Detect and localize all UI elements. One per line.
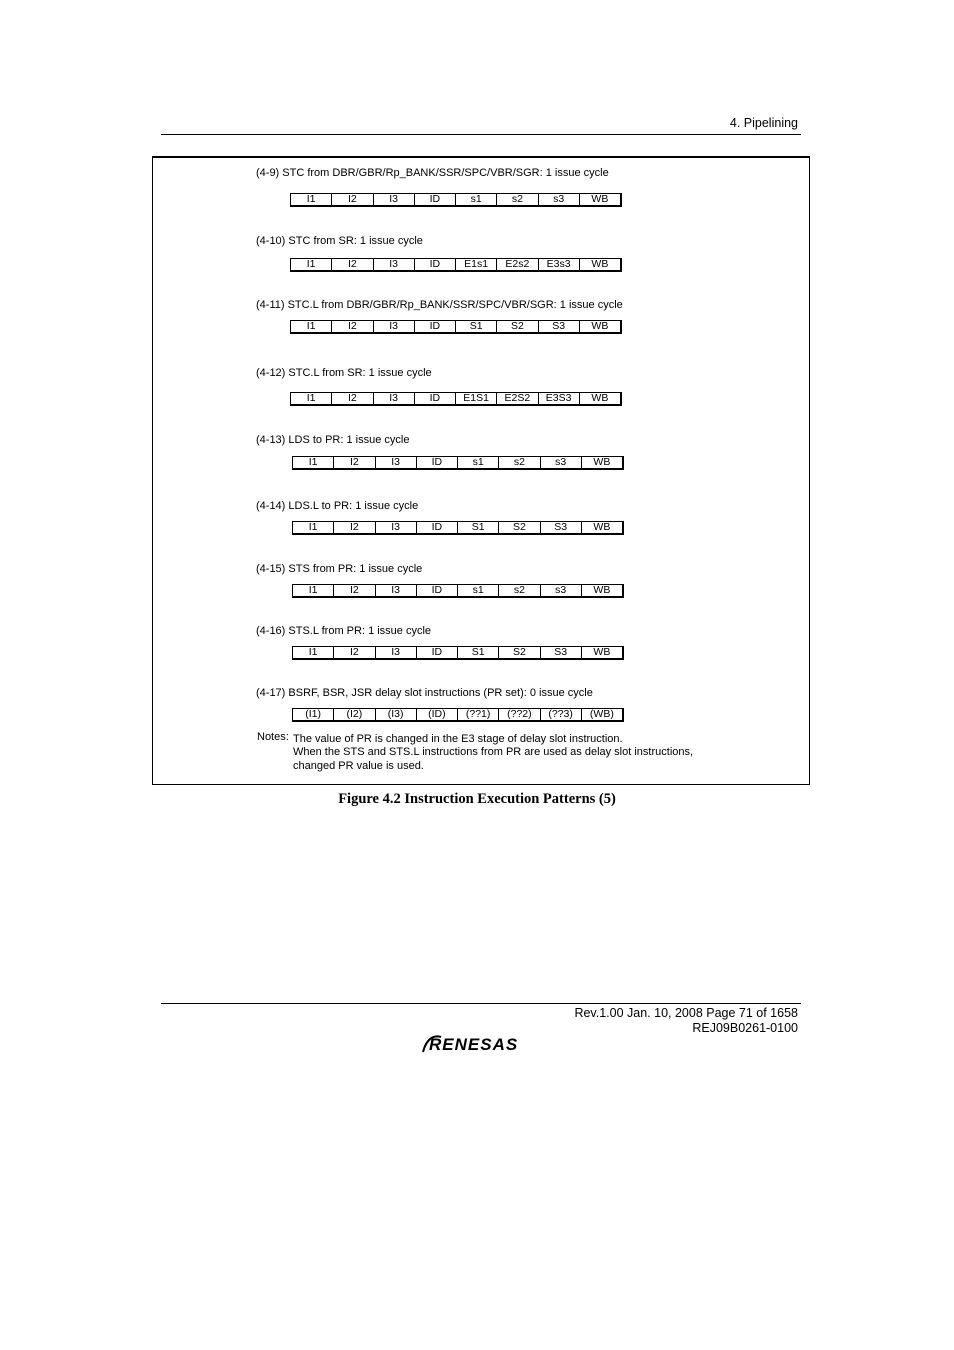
stage-cell: s1	[458, 457, 499, 468]
note-line: changed PR value is used.	[293, 760, 424, 772]
stage-cell: I2	[334, 585, 375, 596]
stage-cell: I1	[293, 647, 334, 658]
stage-cell: WB	[593, 646, 611, 658]
stage-cell: (I2)	[334, 709, 375, 720]
stage-cell: I1	[293, 522, 334, 533]
stage-cell: ID	[417, 585, 458, 596]
stage-cell: s2	[499, 585, 540, 596]
stage-cell: WB	[593, 584, 611, 596]
stage-cell: ID	[417, 457, 458, 468]
notes-label: Notes:	[257, 731, 289, 743]
stage-cell: I2	[334, 457, 375, 468]
pattern-label: (4-12) STC.L from SR: 1 issue cycle	[256, 367, 432, 379]
stage-cell: S1	[458, 647, 499, 658]
stage-cell: (??1)	[458, 709, 499, 720]
note-line: The value of PR is changed in the E3 stage of delay slot instruction.	[293, 733, 623, 745]
note-line: When the STS and STS.L instructions from PR are used as delay slot instructions,	[293, 746, 694, 758]
header-rule	[161, 134, 801, 135]
stage-cell: I2	[334, 522, 375, 533]
stage-cell: WB	[591, 392, 609, 404]
stage-cell: I1	[293, 585, 334, 596]
stage-cell: ID	[415, 393, 456, 404]
pattern-label: (4-17) BSRF, BSR, JSR delay slot instructions (PR set): 0 issue cycle	[256, 687, 593, 699]
stage-cell: I3	[376, 457, 417, 468]
stage-cell: I3	[376, 522, 417, 533]
document-number: REJ09B0261-0100	[692, 1021, 798, 1035]
stage-cell: I1	[291, 259, 332, 270]
stage-cell: S3	[541, 647, 582, 658]
stage-cell: I1	[291, 393, 332, 404]
stage-cell: ID	[417, 522, 458, 533]
stage-cell: E3s3	[539, 259, 580, 270]
stage-cell: I3	[376, 647, 417, 658]
stage-cell: s2	[497, 194, 538, 205]
stage-row	[290, 193, 622, 207]
stage-cell: I1	[291, 194, 332, 205]
stage-cell: S2	[499, 522, 540, 533]
stage-cell: (??3)	[541, 709, 582, 720]
stage-cell: s3	[539, 194, 580, 205]
pattern-label: (4-10) STC from SR: 1 issue cycle	[256, 235, 423, 247]
stage-row	[292, 646, 624, 660]
stage-cell: (WB)	[589, 708, 614, 720]
stage-cell: S2	[497, 321, 538, 332]
stage-cell: S2	[499, 647, 540, 658]
stage-cell: I2	[332, 321, 373, 332]
stage-row	[292, 708, 624, 722]
stage-cell: s3	[541, 585, 582, 596]
running-header: 4. Pipelining	[729, 116, 798, 130]
logo-text: RENESAS	[429, 1035, 519, 1054]
stage-cell: I2	[332, 259, 373, 270]
footer-rule	[161, 1003, 801, 1004]
stage-cell: I3	[374, 259, 415, 270]
stage-cell: I3	[374, 393, 415, 404]
pattern-label: (4-13) LDS to PR: 1 issue cycle	[256, 434, 410, 446]
stage-cell: ID	[415, 259, 456, 270]
stage-cell: S3	[541, 522, 582, 533]
stage-cell: s2	[499, 457, 540, 468]
stage-cell: S1	[458, 522, 499, 533]
stage-row	[290, 392, 622, 406]
stage-cell: I3	[376, 585, 417, 596]
stage-cell: I2	[332, 393, 373, 404]
stage-cell: WB	[593, 456, 611, 468]
stage-cell: S3	[539, 321, 580, 332]
stage-cell: WB	[591, 193, 609, 205]
stage-row	[290, 320, 622, 334]
stage-cell: E2S2	[497, 393, 538, 404]
stage-cell: I1	[293, 457, 334, 468]
stage-cell: I1	[291, 321, 332, 332]
pattern-label: (4-14) LDS.L to PR: 1 issue cycle	[256, 500, 419, 512]
stage-cell: I2	[332, 194, 373, 205]
stage-cell: I2	[334, 647, 375, 658]
stage-cell: I3	[374, 194, 415, 205]
pattern-label: (4-9) STC from DBR/GBR/Rp_BANK/SSR/SPC/VBR/SGR: 1 issue cycle	[256, 167, 609, 179]
stage-cell: ID	[417, 647, 458, 658]
stage-cell: ID	[415, 321, 456, 332]
renesas-logo	[421, 1033, 541, 1055]
stage-row	[290, 258, 622, 272]
pattern-label: (4-15) STS from PR: 1 issue cycle	[256, 563, 423, 575]
stage-cell: I3	[374, 321, 415, 332]
stage-cell: E2s2	[497, 259, 538, 270]
stage-cell: WB	[591, 320, 609, 332]
stage-row	[292, 456, 624, 470]
stage-row	[292, 521, 624, 535]
stage-cell: ID	[415, 194, 456, 205]
stage-cell: WB	[593, 521, 611, 533]
stage-cell: (ID)	[417, 709, 458, 720]
figure-caption: Figure 4.2 Instruction Execution Patterns (5)	[338, 791, 616, 807]
stage-cell: E3S3	[539, 393, 580, 404]
stage-cell: s1	[456, 194, 497, 205]
pattern-label: (4-11) STC.L from DBR/GBR/Rp_BANK/SSR/SPC/VBR/SGR: 1 issue cycle	[256, 299, 623, 311]
stage-cell: (??2)	[499, 709, 540, 720]
pattern-label: (4-16) STS.L from PR: 1 issue cycle	[256, 625, 432, 637]
stage-cell: E1S1	[456, 393, 497, 404]
stage-cell: E1s1	[456, 259, 497, 270]
stage-row	[292, 584, 624, 598]
stage-cell: s3	[541, 457, 582, 468]
stage-cell: (I1)	[293, 709, 334, 720]
stage-cell: (I3)	[376, 709, 417, 720]
stage-cell: WB	[591, 258, 609, 270]
revision-info: Rev.1.00 Jan. 10, 2008 Page 71 of 1658	[574, 1006, 798, 1020]
stage-cell: S1	[456, 321, 497, 332]
stage-cell: s1	[458, 585, 499, 596]
